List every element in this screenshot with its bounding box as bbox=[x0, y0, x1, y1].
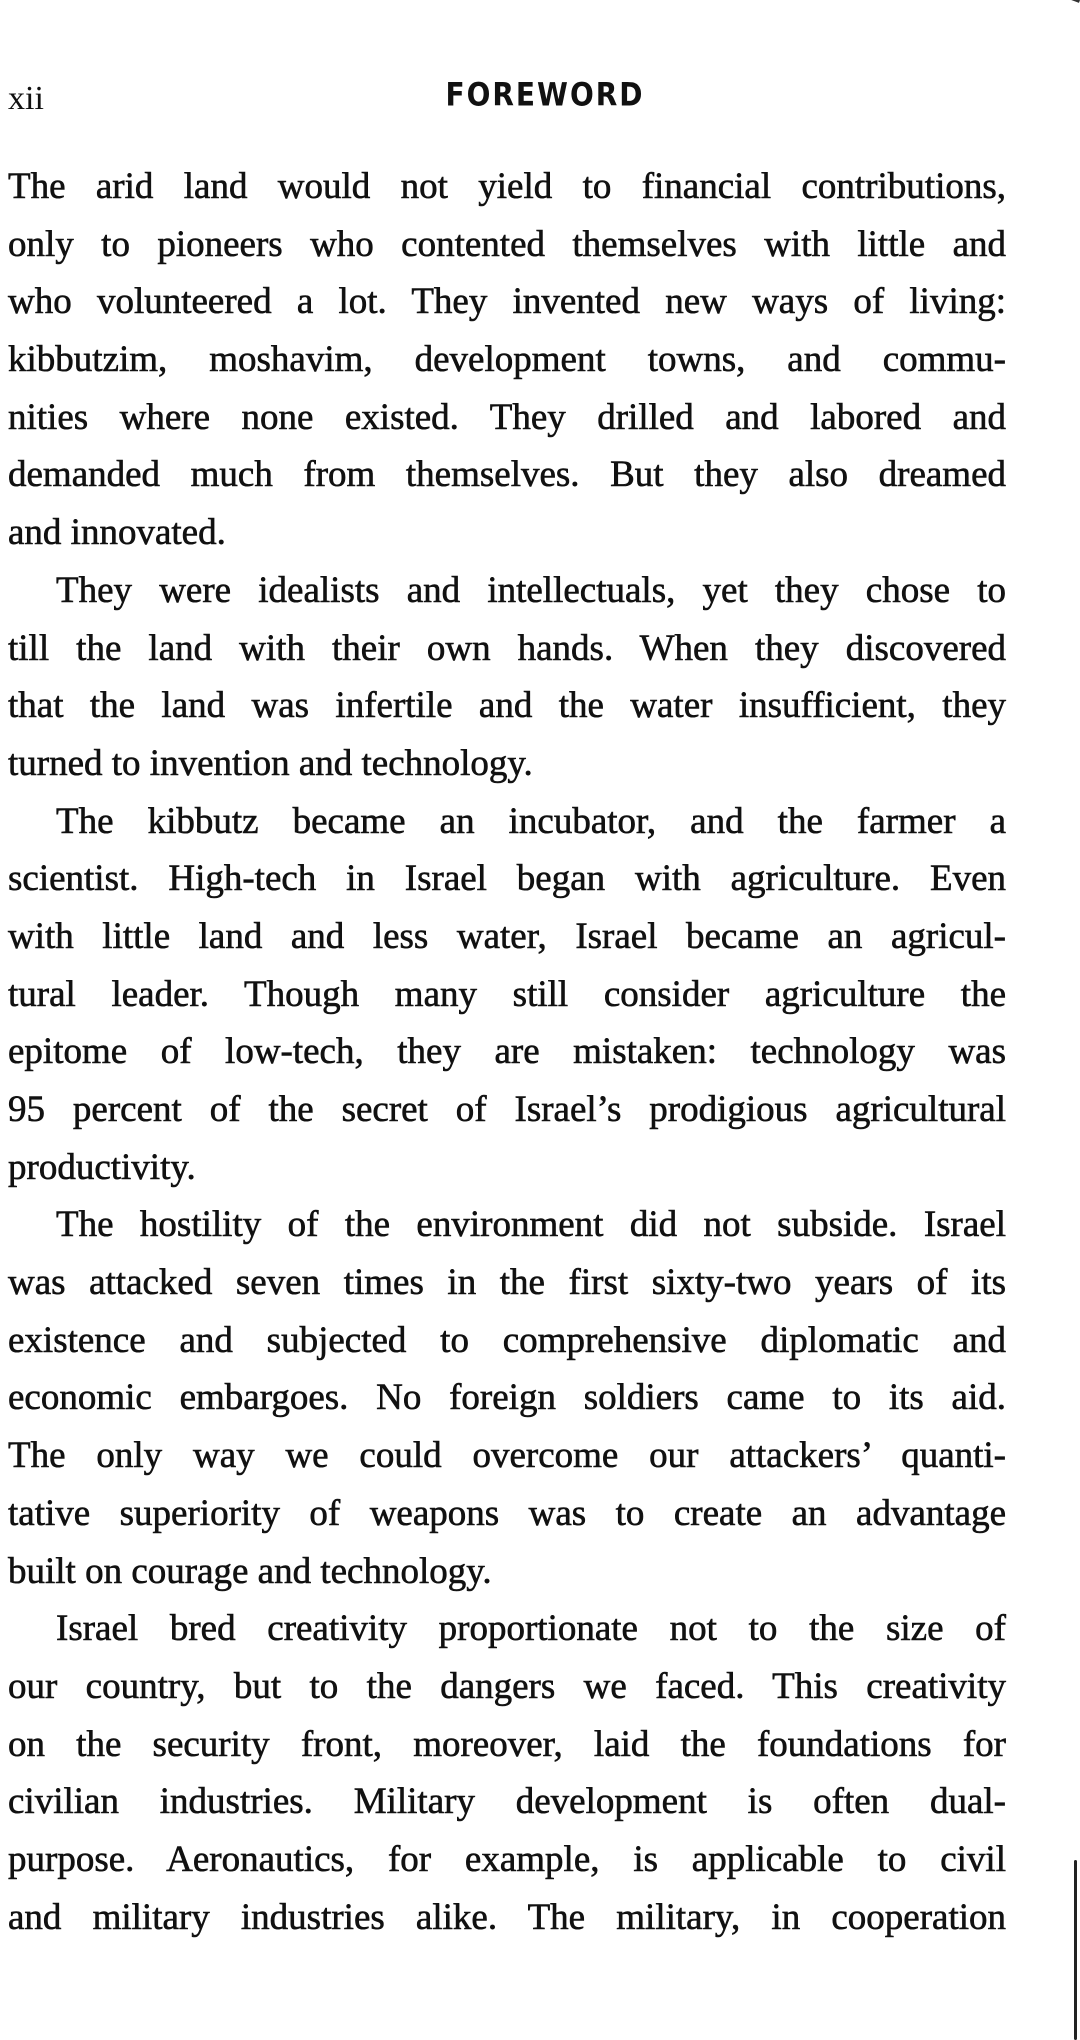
text-line: tative superiority of weapons was to create an advantage bbox=[8, 1492, 1006, 1534]
text-line: scientist. High-tech in Israel began with agriculture. Even bbox=[8, 858, 1006, 900]
text-line: epitome of low-tech, they are mistaken: technology was bbox=[8, 1031, 1006, 1073]
text-line: The hostility of the environment did not subside. Israel bbox=[56, 1204, 1006, 1246]
text-line: civilian industries. Military development is often dual- bbox=[8, 1781, 1006, 1823]
text-line: with little land and less water, Israel became an agricul- bbox=[8, 915, 1006, 957]
text-line: turned to invention and technology. bbox=[8, 742, 533, 784]
text-line: was attacked seven times in the first sixty-two years of its bbox=[8, 1262, 1006, 1304]
running-head: FOREWORD bbox=[445, 75, 645, 114]
page-corner-mark bbox=[1053, 0, 1080, 22]
text-line: our country, but to the dangers we faced. This creativity bbox=[8, 1665, 1006, 1707]
text-line: existence and subjected to comprehensive diplomatic and bbox=[8, 1319, 1006, 1361]
paragraph bbox=[8, 158, 1006, 562]
text-line: The kibbutz became an incubator, and the farmer a bbox=[56, 800, 1006, 842]
paragraph bbox=[8, 793, 1006, 1197]
text-line: economic embargoes. No foreign soldiers came to its aid. bbox=[8, 1377, 1006, 1419]
page-number: xii bbox=[8, 80, 44, 117]
paragraph bbox=[8, 1600, 1006, 1946]
paragraph bbox=[8, 562, 1006, 793]
body-text bbox=[8, 158, 1006, 1946]
text-line: tural leader. Though many still consider agriculture the bbox=[8, 973, 1006, 1015]
text-line: 95 percent of the secret of Israel’s prodigious agricultural bbox=[8, 1089, 1006, 1130]
text-line: nities where none existed. They drilled and labored and bbox=[8, 396, 1006, 438]
text-line: The only way we could overcome our attackers’ quanti- bbox=[8, 1435, 1006, 1477]
text-line: and innovated. bbox=[8, 512, 226, 554]
text-line: that the land was infertile and the water insufficient, they bbox=[8, 685, 1006, 727]
paragraph bbox=[8, 1196, 1006, 1600]
text-line: and military industries alike. The military, in cooperation bbox=[8, 1896, 1006, 1938]
text-line: purpose. Aeronautics, for example, is applicable to civil bbox=[8, 1838, 1006, 1880]
text-line: kibbutzim, moshavim, development towns, and commu- bbox=[8, 339, 1006, 381]
text-line: built on courage and technology. bbox=[8, 1550, 492, 1592]
text-line: Israel bred creativity proportionate not to the size of bbox=[56, 1608, 1006, 1650]
text-line: only to pioneers who contented themselves with little and bbox=[8, 223, 1006, 265]
text-line: productivity. bbox=[8, 1146, 196, 1188]
text-line: demanded much from themselves. But they also dreamed bbox=[8, 454, 1006, 496]
page-edge bbox=[1074, 1860, 1077, 2040]
text-line: The arid land would not yield to financial contributions, bbox=[8, 166, 1006, 207]
text-line: on the security front, moreover, laid the foundations for bbox=[8, 1723, 1006, 1765]
text-line: They were idealists and intellectuals, yet they chose to bbox=[56, 569, 1006, 611]
text-line: who volunteered a lot. They invented new ways of living: bbox=[8, 281, 1006, 323]
text-line: till the land with their own hands. When they discovered bbox=[8, 627, 1006, 669]
